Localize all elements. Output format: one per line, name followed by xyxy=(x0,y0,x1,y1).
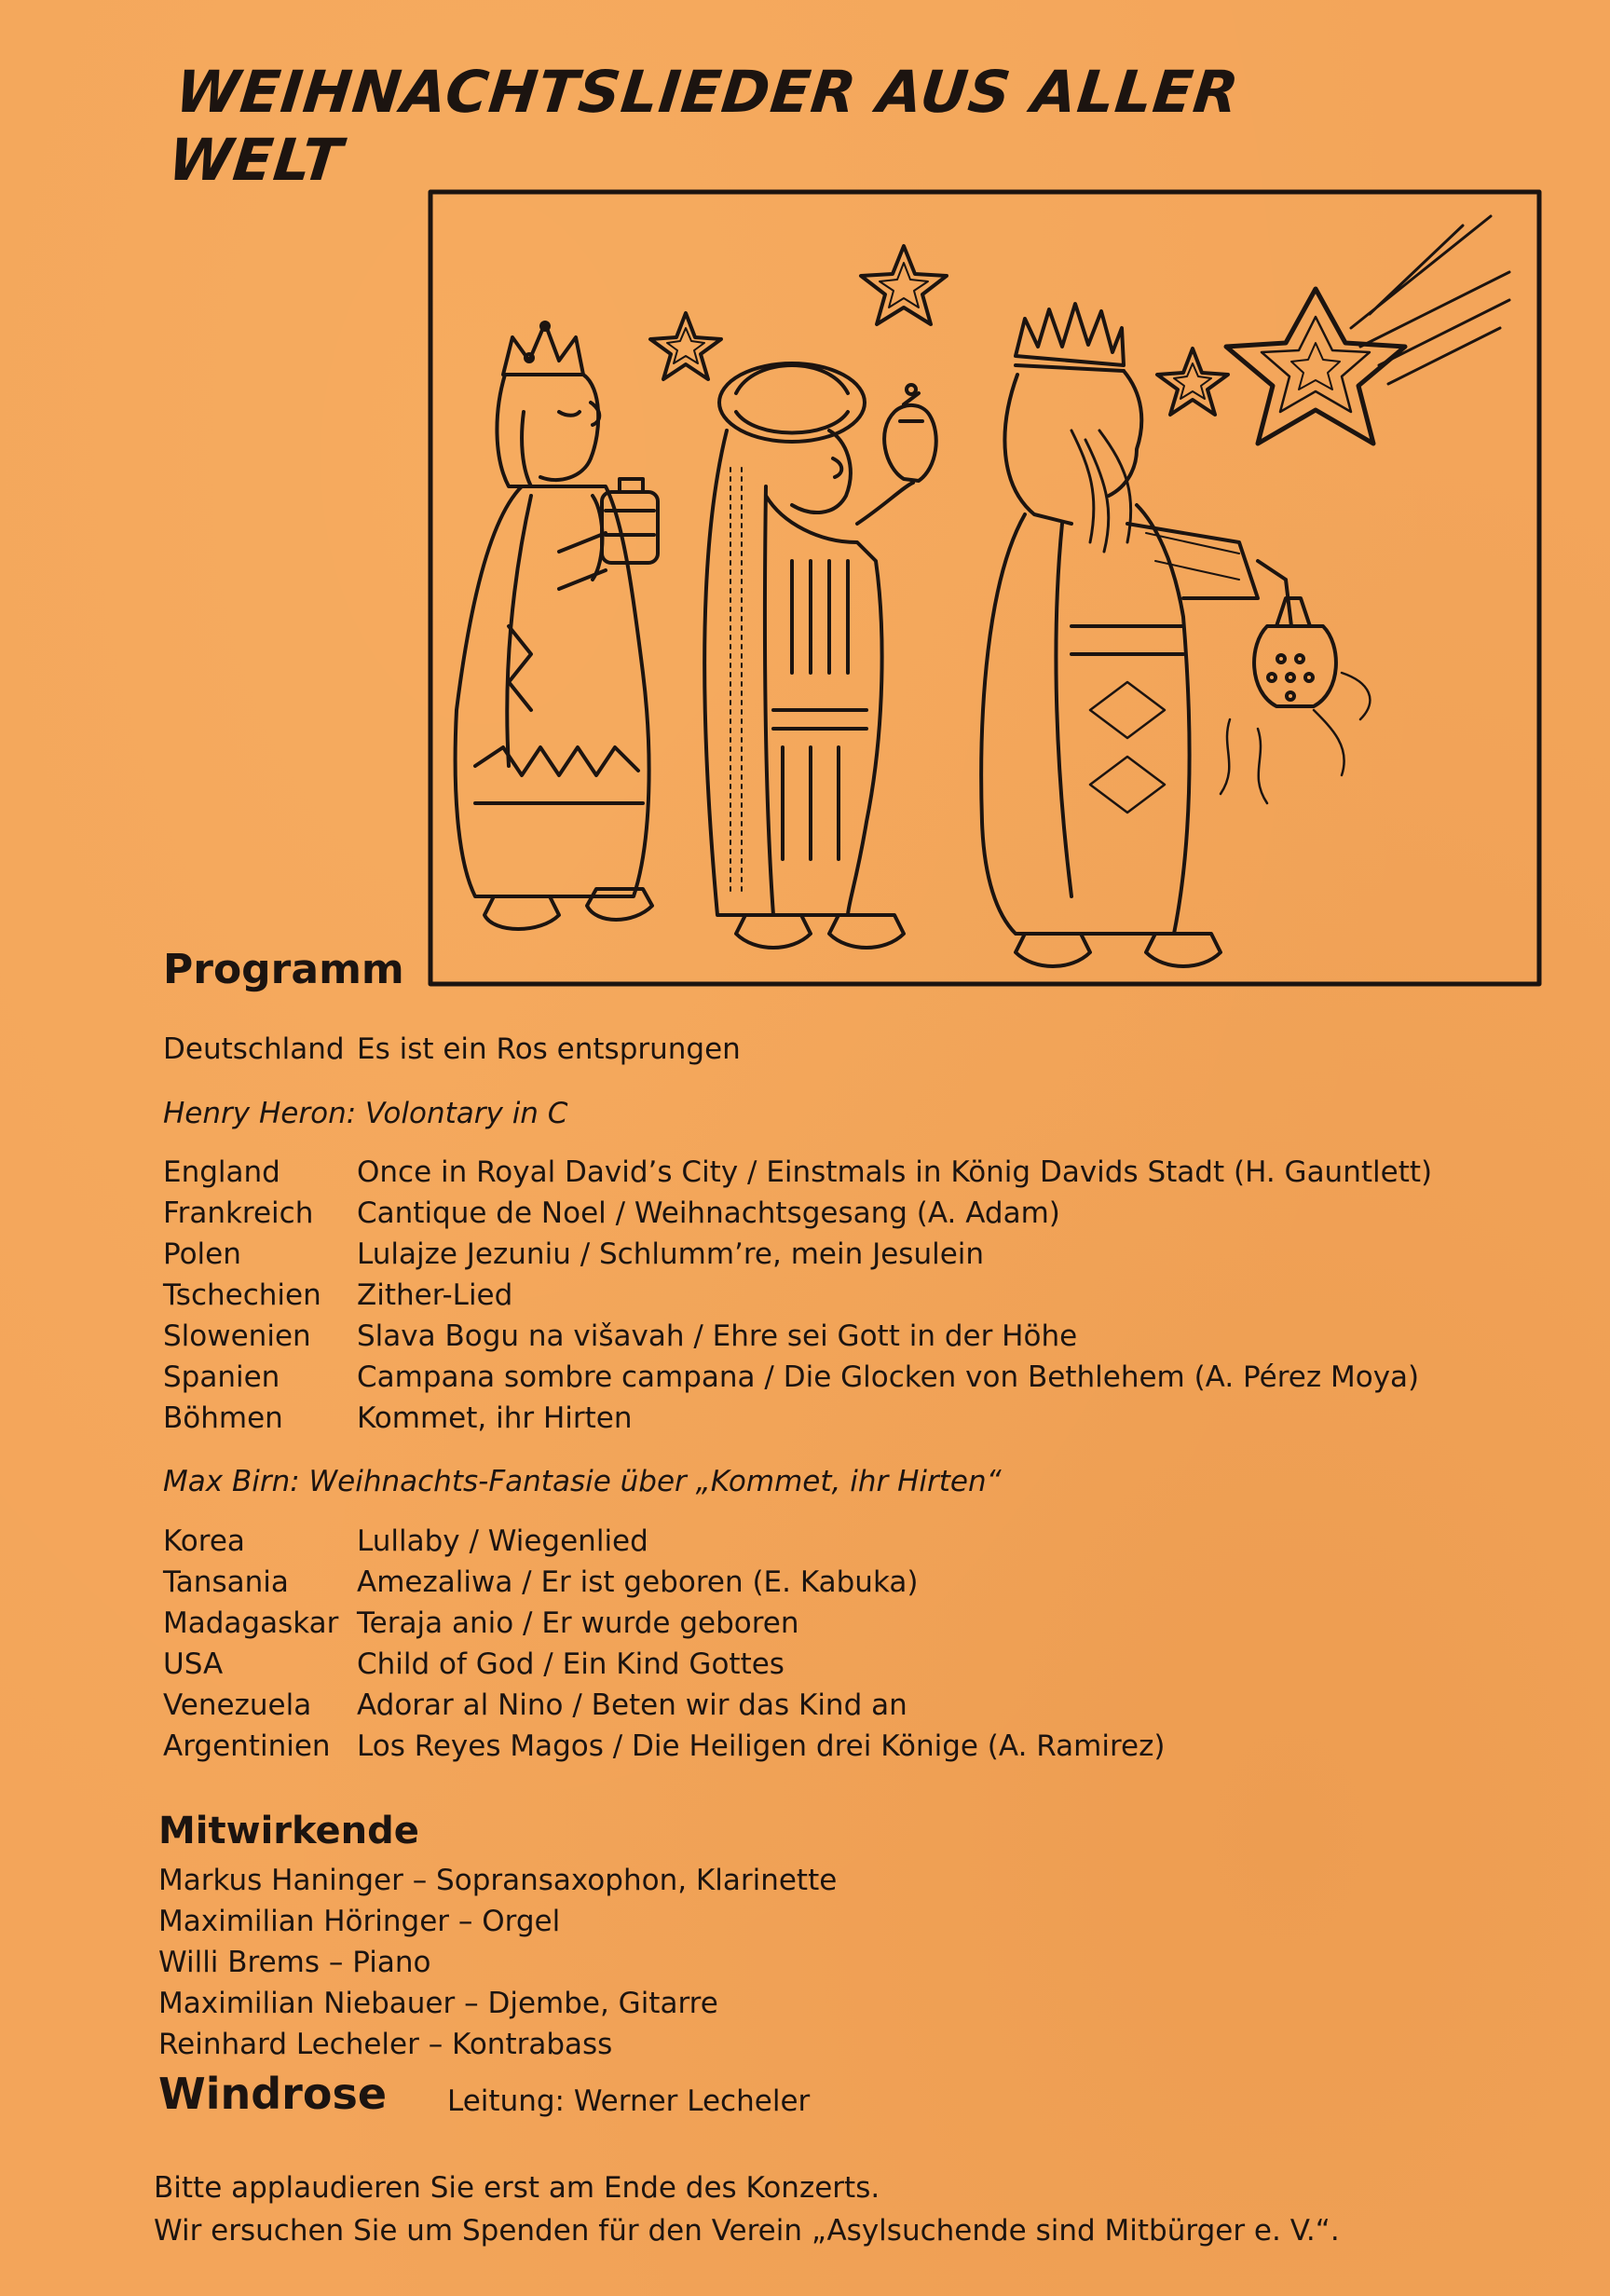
star-icon xyxy=(650,313,721,379)
performer-entry: Maximilian Höringer – Orgel xyxy=(158,1905,561,1938)
interlude-piece: Max Birn: Weihnachts-Fantasie über „Kommet, ihr Hirten“ xyxy=(163,1465,1002,1498)
king-figure-middle xyxy=(704,363,936,948)
song-title: Once in Royal David’s City / Einstmals in König Davids Stadt (H. Gauntlett) xyxy=(357,1155,1433,1189)
donation-note: Wir ersuchen Sie um Spenden für den Verein „Asylsuchende sind Mitbürger e. V.“. xyxy=(154,2214,1340,2248)
performers-heading: Mitwirkende xyxy=(158,1810,419,1852)
song-title: Kommet, ihr Hirten xyxy=(357,1401,633,1435)
ensemble-name: Windrose xyxy=(158,2069,388,2119)
country-label: Polen xyxy=(163,1237,241,1271)
country-label: Spanien xyxy=(163,1360,280,1394)
star-icon xyxy=(1157,348,1228,415)
song-title: Adorar al Nino / Beten wir das Kind an xyxy=(357,1688,907,1722)
country-label: Argentinien xyxy=(163,1729,331,1763)
song-title: Child of God / Ein Kind Gottes xyxy=(357,1647,785,1681)
country-label: Venezuela xyxy=(163,1688,312,1722)
performer-entry: Reinhard Lecheler – Kontrabass xyxy=(158,2028,613,2061)
performer-entry: Markus Haninger – Sopransaxophon, Klarinette xyxy=(158,1864,838,1897)
country-label: Frankreich xyxy=(163,1196,314,1230)
performer-entry: Willi Brems – Piano xyxy=(158,1946,431,1979)
king-figure-right xyxy=(981,304,1370,966)
performer-entry: Maximilian Niebauer – Djembe, Gitarre xyxy=(158,1987,718,2020)
interlude-piece: Henry Heron: Volontary in C xyxy=(163,1097,568,1130)
conductor-credit: Leitung: Werner Lecheler xyxy=(447,2084,811,2118)
king-figure-left xyxy=(456,322,658,929)
song-title: Campana sombre campana / Die Glocken von Bethlehem (A. Pérez Moya) xyxy=(357,1360,1420,1394)
country-label: Tschechien xyxy=(163,1278,321,1312)
song-title: Slava Bogu na višavah / Ehre sei Gott in der Höhe xyxy=(357,1319,1078,1353)
program-heading: Programm xyxy=(163,946,404,993)
flyer-title: WEIHNACHTSLIEDER AUS ALLER WELT xyxy=(165,58,1243,194)
country-label: Böhmen xyxy=(163,1401,283,1435)
country-label: Deutschland xyxy=(163,1032,345,1066)
country-label: Korea xyxy=(163,1524,245,1558)
song-title: Lullaby / Wiegenlied xyxy=(357,1524,648,1558)
country-label: England xyxy=(163,1155,280,1189)
shooting-star-icon xyxy=(1226,216,1509,444)
country-label: Slowenien xyxy=(163,1319,311,1353)
song-title: Cantique de Noel / Weihnachtsgesang (A. Adam) xyxy=(357,1196,1060,1230)
three-kings-illustration xyxy=(419,188,1545,990)
song-title: Amezaliwa / Er ist geboren (E. Kabuka) xyxy=(357,1565,919,1599)
star-icon xyxy=(861,246,947,324)
country-label: Tansania xyxy=(163,1565,289,1599)
country-label: USA xyxy=(163,1647,224,1681)
song-title: Zither-Lied xyxy=(357,1278,513,1312)
country-label: Madagaskar xyxy=(163,1606,339,1640)
song-title: Es ist ein Ros entsprungen xyxy=(357,1032,741,1066)
song-title: Los Reyes Magos / Die Heiligen drei Könige (A. Ramirez) xyxy=(357,1729,1166,1763)
song-title: Teraja anio / Er wurde geboren xyxy=(357,1606,799,1640)
applause-note: Bitte applaudieren Sie erst am Ende des Konzerts. xyxy=(154,2171,880,2205)
song-title: Lulajze Jezuniu / Schlumm’re, mein Jesulein xyxy=(357,1237,985,1271)
